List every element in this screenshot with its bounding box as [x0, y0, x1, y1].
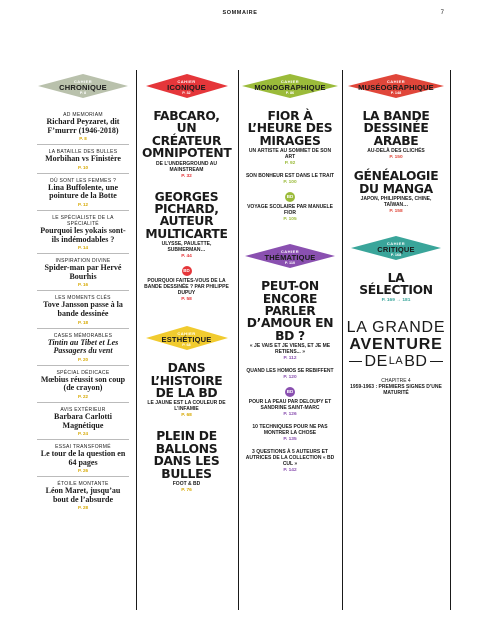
entry-category: AD MEMORIAM	[63, 112, 103, 118]
article-voyage-scolaire[interactable]	[240, 204, 340, 226]
badge-label: ICONIQUE	[167, 83, 206, 92]
subtitle: « JE VAIS ET JE VIENS, ET JE ME RETIENS... »	[249, 343, 331, 356]
subtitle: POURQUOI FAITES-VOUS DE LA BANDE DESSINÉE ? PAR PHILIPPE DUPUY	[144, 278, 229, 297]
headline: PEUT-ON ENCORE PARLER D’AMOUR EN BD ?	[246, 279, 334, 343]
page-ref: P. 142	[283, 468, 297, 474]
chronique-entry[interactable]	[37, 476, 129, 513]
page-header	[0, 10, 480, 22]
page-ref: P. 76	[181, 488, 192, 494]
article-dupuy[interactable]	[138, 278, 235, 306]
entry-page: P. 16	[78, 282, 88, 288]
column-divider	[238, 70, 239, 610]
badge-thematique	[245, 244, 335, 268]
badge-label: CHRONIQUE	[59, 83, 107, 92]
badge-small-label: CAHIER	[73, 79, 93, 84]
subtitle: JAPON, PHILIPPINES, CHINE, TAÏWAN…	[360, 196, 432, 209]
entry-category: INSPIRATION DIVINE	[55, 258, 111, 265]
subtitle: DE L’UNDERGROUND AU MAINSTREAM	[156, 160, 217, 173]
entry-category: LE SPÉCIALISTE DE LA SPÉCIALITÉ	[52, 214, 114, 227]
article-ballons[interactable]	[138, 428, 235, 497]
badge-label: MONOGRAPHIQUE	[254, 83, 326, 92]
headline: LA SÉLECTION	[359, 271, 433, 298]
entry-headline: Spider-man par Hervé Bourhis	[44, 263, 122, 281]
badge-page: P. 148	[390, 91, 402, 95]
rule-line	[349, 361, 362, 362]
bd-badge-icon: BD	[285, 192, 295, 202]
badge-page: P. 110	[284, 261, 296, 266]
entry-page: P. 14	[78, 245, 88, 251]
chronique-entry[interactable]	[37, 328, 129, 365]
article-genealogie-manga[interactable]	[346, 168, 446, 218]
chronique-entry[interactable]	[37, 402, 129, 439]
badge-museographique	[348, 74, 444, 98]
page-ref: P. 68	[181, 413, 192, 419]
feature-title-line2: AVENTURE	[349, 335, 443, 353]
article-histoire-bd[interactable]	[138, 360, 235, 422]
subtitle: 10 TECHNIQUES POUR NE PAS MONTRER LA CHOSE	[252, 424, 328, 437]
headline: GÉNÉALOGIE DU MANGA	[353, 169, 439, 196]
article-homos[interactable]	[240, 365, 340, 384]
badge-label: THÉMATIQUE	[264, 253, 316, 263]
entry-page: P. 20	[78, 356, 88, 362]
chronique-entry[interactable]	[37, 108, 129, 144]
page-ref: P. 58	[181, 297, 192, 303]
column-divider	[342, 70, 343, 610]
subtitle: FOOT & BD	[172, 481, 201, 488]
page-number: 7	[440, 10, 444, 16]
page-ref: P. 169 → 181	[381, 297, 411, 303]
grande-aventure-feature[interactable]	[346, 319, 446, 396]
badge-small-label: CAHIER	[386, 79, 406, 84]
entry-page: P. 22	[78, 393, 88, 399]
entry-headline: Tove Jansson passe à la bande dessinée	[43, 300, 123, 318]
article-bonheur-trait[interactable]	[240, 170, 340, 189]
badge-esthetique	[146, 326, 228, 350]
badge-page: P. 8	[79, 91, 87, 95]
article-pour-la-peau[interactable]	[240, 399, 340, 421]
page-ref: P. 44	[181, 254, 192, 260]
chapter-subtitle: 1959-1963 : PREMIERS SIGNES D’UNE MATURITÉ	[350, 383, 442, 396]
badge-chronique	[38, 74, 128, 98]
column-museographique	[346, 70, 446, 396]
entry-headline: Richard Peyzaret, dit F’murrr (1946-2018)	[46, 117, 120, 135]
badge-page: P. 32	[182, 91, 191, 95]
entry-category: SPÉCIAL DÉDICACE	[56, 369, 110, 376]
article-fior[interactable]	[240, 108, 340, 170]
page-ref: P. 150	[389, 155, 403, 161]
badge-monographique	[242, 74, 338, 98]
subtitle: QUAND LES HOMOS SE REBIFFENT	[246, 368, 334, 375]
entry-page: P. 24	[78, 431, 88, 437]
badge-small-label: CAHIER	[280, 79, 300, 84]
subtitle: ULYSSE, PAULETTE, SUBMERMAN…	[161, 241, 212, 254]
rule-line	[430, 361, 443, 362]
chronique-entry[interactable]	[37, 365, 129, 402]
entry-category: AVIS EXTÉRIEUR	[60, 406, 106, 413]
badge-small-label: CAHIER	[280, 249, 300, 255]
subtitle: VOYAGE SCOLAIRE PAR MANUELE FIOR	[247, 204, 333, 217]
page-ref: P. 120	[283, 375, 297, 381]
feature-title-line3	[346, 353, 446, 370]
page-ref: P. 105	[283, 217, 297, 223]
badge-page: P. 168	[390, 253, 402, 258]
subtitle: SON BONHEUR EST DANS LE TRAIT	[245, 173, 335, 180]
headline: GEORGES PICHARD, AUTEUR MULTICARTE	[145, 189, 228, 241]
entry-page: P. 8	[79, 136, 87, 142]
column-iconique	[138, 70, 235, 497]
badge-iconique	[146, 74, 228, 98]
entry-headline: Tintin au Tibet et Les Passagers du vent	[47, 337, 119, 356]
chronique-entry[interactable]	[37, 144, 129, 173]
chronique-entry[interactable]	[37, 290, 129, 327]
column-monographique	[240, 70, 340, 477]
badge-small-label: CAHIER	[177, 79, 196, 84]
badge-label: ESTHÉTIQUE	[161, 335, 212, 345]
page-ref: P. 92	[284, 161, 296, 167]
entry-category: ÉTOILE MONTANTE	[57, 481, 109, 488]
subtitle: LE JAUNE EST LA COULEUR DE L’INFAMIE	[147, 400, 226, 413]
entry-headline: Pourquoi les yokais sont-ils indémodables ?	[40, 225, 126, 244]
entry-category: ESSAI TRANSFORMÉ	[55, 444, 111, 451]
chronique-entry[interactable]	[37, 173, 129, 210]
headline: FABCARO, UN CRÉATEUR OMNIPOTENT	[142, 109, 232, 161]
badge-page: P. 68	[182, 343, 191, 348]
feature-title-de: DE	[364, 352, 388, 370]
chronique-entry[interactable]	[37, 253, 129, 290]
badge-page: P. 86	[285, 91, 295, 95]
subtitle: POUR LA PEAU PAR DELOUPY ET SANDRINE SAINT-MARC	[248, 399, 332, 412]
article-pichard[interactable]	[138, 189, 235, 264]
chronique-entry[interactable]	[37, 210, 129, 253]
page-ref: P. 32	[181, 173, 192, 179]
badge-critique	[351, 236, 441, 260]
page-title: SOMMAIRE	[222, 10, 258, 16]
entry-category: LES MOMENTS CLÉS	[55, 295, 111, 302]
article-10-techniques[interactable]	[240, 421, 340, 446]
subtitle: AU-DELÀ DES CLICHÉS	[367, 148, 425, 155]
feature-title-la: LA	[388, 354, 404, 367]
article-selection[interactable]	[346, 270, 446, 307]
page-ref: P. 126	[283, 412, 297, 418]
badge-small-label: CAHIER	[177, 331, 196, 337]
entry-page: P. 26	[78, 468, 88, 474]
entry-headline: Barbara Carlotti Magnétique	[54, 411, 112, 430]
article-3-questions[interactable]	[240, 446, 340, 477]
bd-badge-icon: BD	[285, 387, 295, 397]
column-divider	[450, 70, 451, 610]
headline: FIOR À L’HEURE DES MIRAGES	[247, 109, 333, 148]
entry-category: LA BATAILLE DES BULLES	[48, 149, 118, 156]
entry-headline: Lina Buffolente, une pointure de la Botte	[47, 182, 118, 201]
entry-headline: Mœbius réussit son coup (de crayon)	[40, 374, 126, 393]
entry-category: OÙ SONT LES FEMMES ?	[49, 177, 117, 184]
entry-page: P. 18	[78, 319, 88, 325]
article-bd-arabe[interactable]	[346, 108, 446, 164]
feature-title-line1: LA GRANDE	[346, 318, 446, 336]
entry-page: P. 10	[78, 164, 88, 170]
chronique-entry[interactable]	[37, 439, 129, 476]
chapter-label: CHAPITRE 4	[381, 377, 411, 384]
chronique-list	[33, 108, 133, 513]
article-amour-bd[interactable]	[240, 278, 340, 365]
bd-badge-icon: BD	[182, 266, 192, 276]
column-chronique	[33, 70, 133, 513]
page-ref: P. 112	[283, 356, 297, 362]
page-ref: P. 135	[283, 437, 297, 443]
entry-category: CASES MÉMORABLES	[53, 332, 113, 339]
column-divider	[136, 70, 137, 610]
page-ref: P. 158	[389, 209, 403, 215]
page-ref: P. 100	[283, 180, 297, 186]
headline: PLEIN DE BALLONS DANS LES BULLES	[153, 429, 220, 481]
entry-headline: Le tour de la question en 64 pages	[40, 449, 126, 467]
entry-page: P. 28	[78, 505, 88, 511]
article-fabcaro[interactable]	[138, 108, 235, 183]
subtitle: UN ARTISTE AU SOMMET DE SON ART	[248, 148, 332, 161]
entry-page: P. 12	[78, 201, 88, 207]
feature-title-bd: BD	[404, 352, 428, 370]
badge-label: CRITIQUE	[377, 245, 415, 255]
headline: DANS L’HISTOIRE DE LA BD	[150, 361, 223, 401]
entry-headline: Léon Maret, jusqu’au bout de l’absurde	[45, 486, 121, 504]
subtitle: 3 QUESTIONS À 5 AUTEURS ET AUTRICES DE LA COLLECTION « BD CUL »	[245, 449, 335, 468]
entry-headline: Morbihan vs Finistère	[45, 154, 121, 164]
headline: LA BANDE DESSINÉE ARABE	[362, 109, 430, 148]
badge-small-label: CAHIER	[386, 241, 406, 247]
badge-label: MUSÉOGRAPHIQUE	[358, 83, 434, 92]
